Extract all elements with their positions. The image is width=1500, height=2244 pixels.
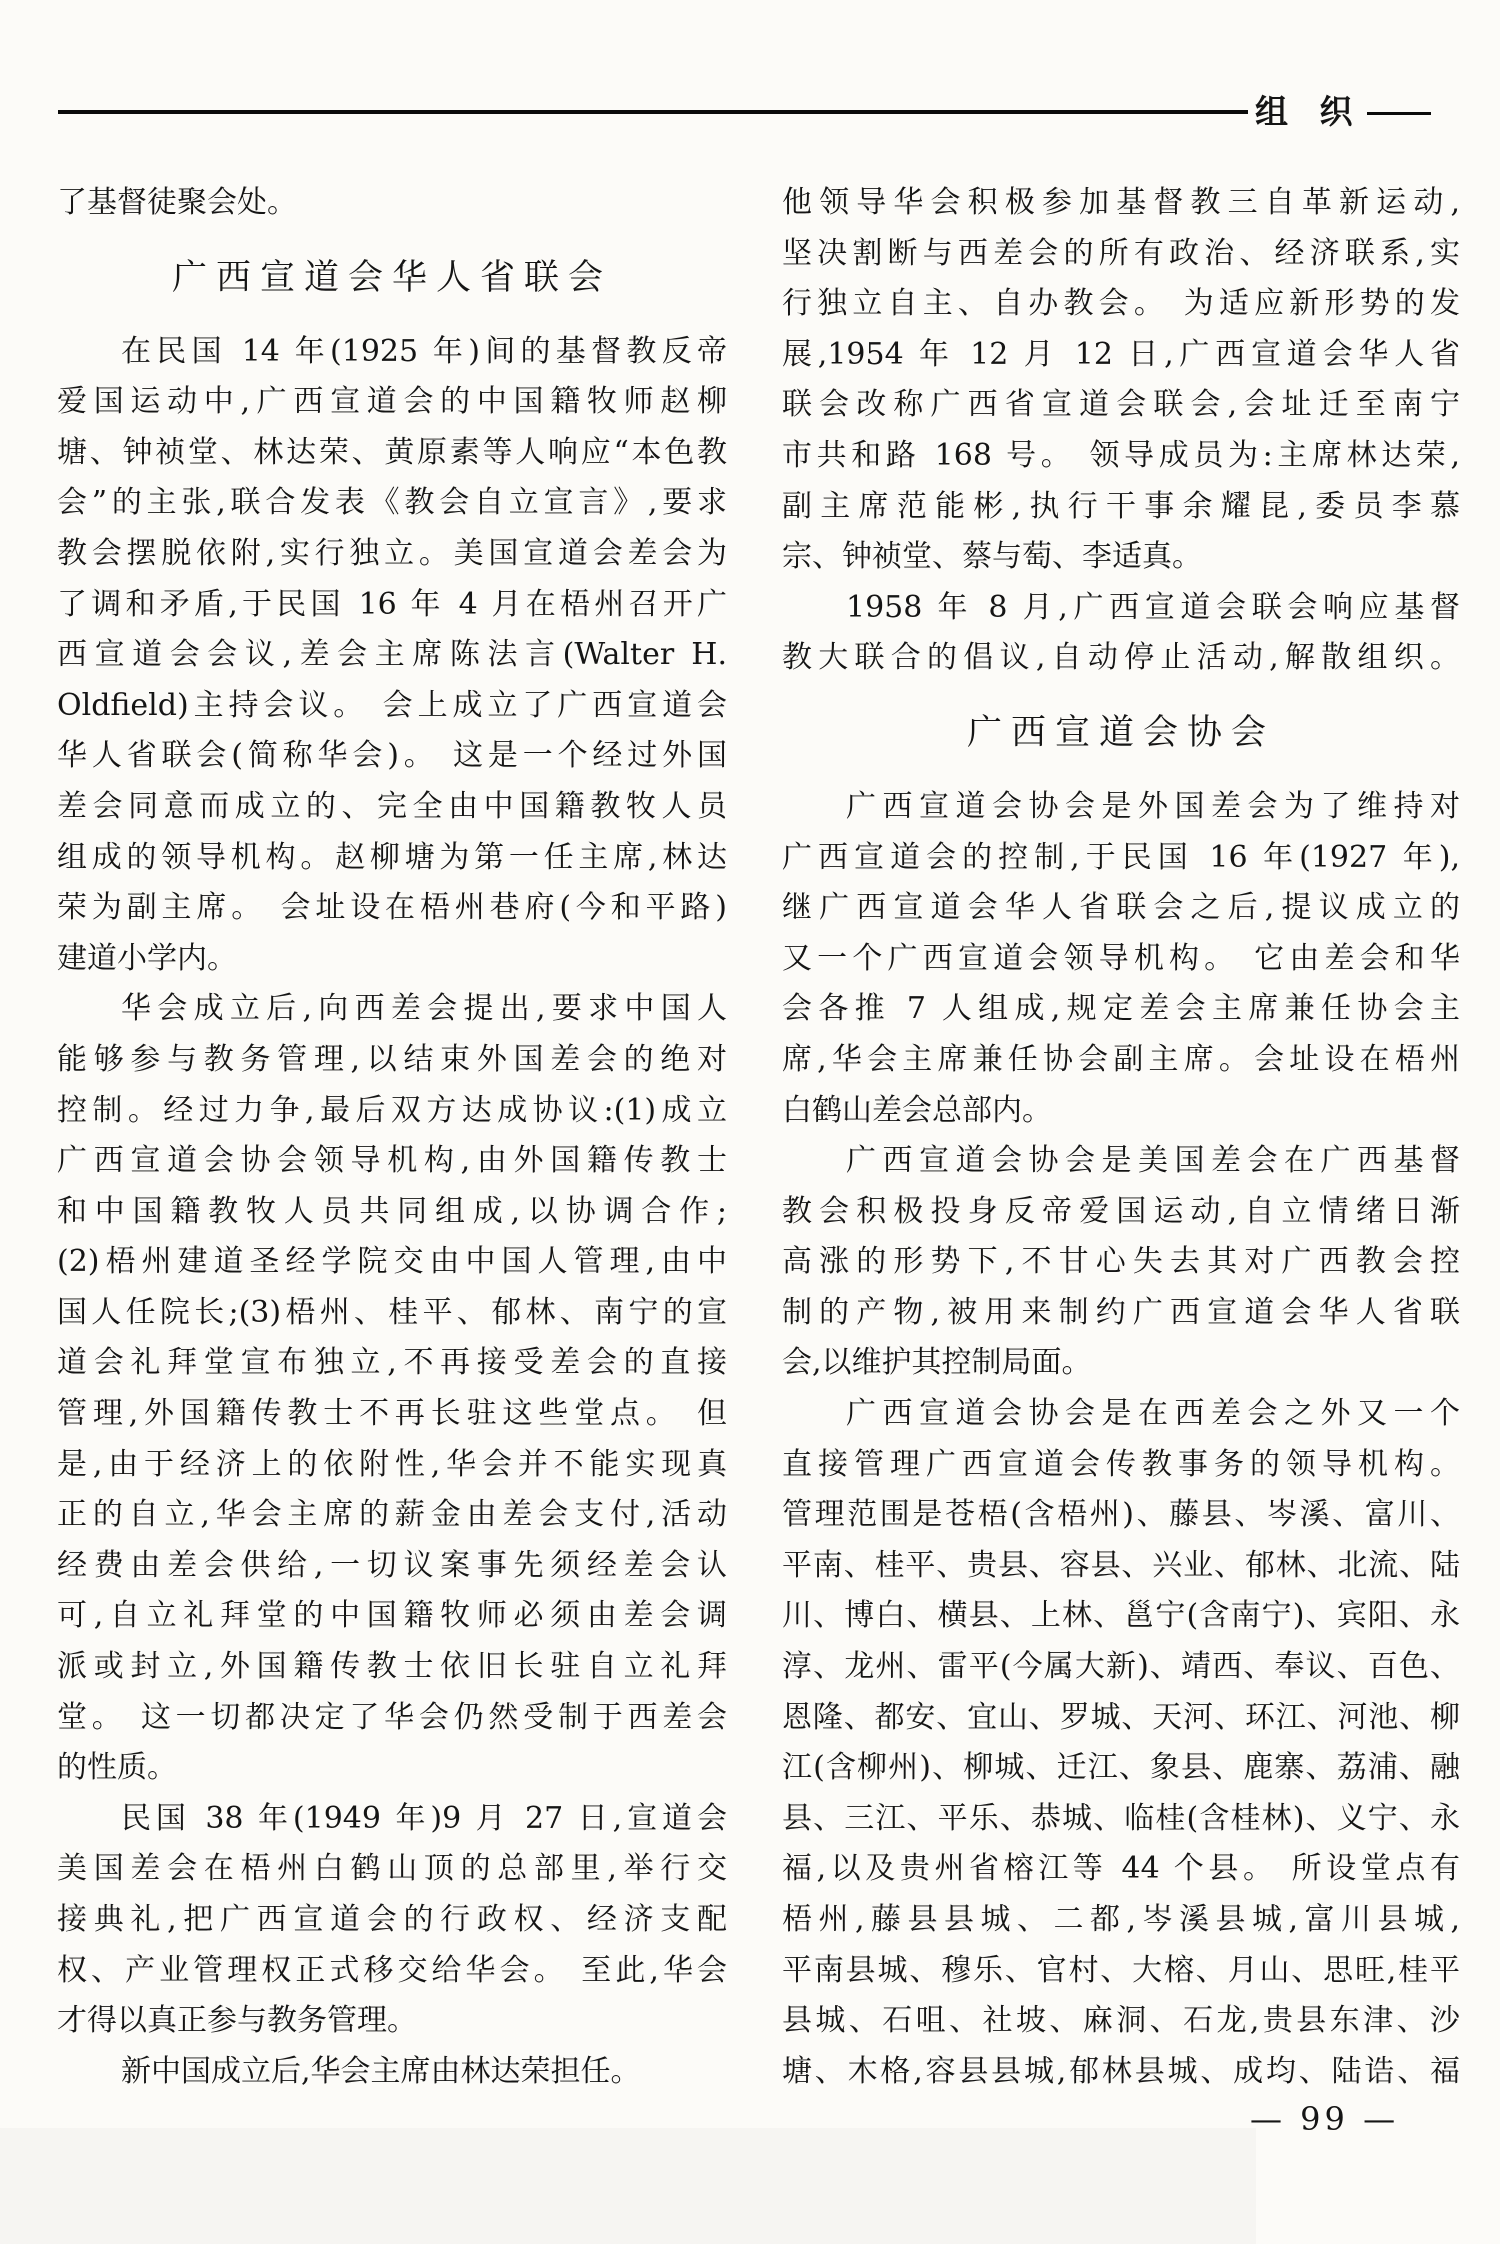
text-line: 教会积极投身反帝爱国运动,自立情绪日渐 — [782, 1193, 1460, 1229]
section-heading: 广西宣道会华人省联会 — [171, 257, 612, 298]
text-line: 了基督徒聚会处。 — [57, 185, 297, 220]
text-line: 道会礼拜堂宣布独立,不再接受差会的直接 — [57, 1345, 727, 1381]
text-line: 席,华会主席兼任协会副主席。会址设在梧州 — [782, 1041, 1460, 1077]
text-line: 1958 年 8 月,广西宣道会联会响应基督 — [846, 589, 1460, 625]
text-line: 塘、钟祯堂、林达荣、黄原素等人响应“本色教 — [57, 434, 727, 470]
text-line: 正的自立,华会主席的薪金由差会支付,活动 — [57, 1497, 727, 1533]
text-line: 接典礼,把广西宣道会的行政权、经济支配 — [57, 1902, 727, 1937]
text-line: 恩隆、都安、宜山、罗城、天河、环江、河池、柳 — [782, 1699, 1460, 1735]
text-line: 广西宣道会协会领导机构,由外国籍传教士 — [57, 1143, 727, 1179]
text-line: 会,以维护其控制局面。 — [782, 1345, 1092, 1381]
text-line: 华会成立后,向西差会提出,要求中国人 — [121, 991, 727, 1027]
text-line: 坚决割断与西差会的所有政治、经济联系,实 — [782, 235, 1460, 271]
right-column — [782, 178, 1460, 2097]
text-line: 高涨的形势下,不甘心失去其对广西教会控 — [782, 1244, 1460, 1280]
text-line: 展,1954 年 12 月 12 日,广西宣道会华人省 — [782, 336, 1460, 372]
text-line: 西宣道会会议,差会主席陈法言(Walter H. — [57, 637, 727, 673]
text-line: 县城、石咀、社坡、麻洞、石龙,贵县东津、沙 — [782, 2003, 1460, 2039]
text-line: 会各推 7 人组成,规定差会主席兼任协会主 — [782, 991, 1460, 1027]
text-line: 差会同意而成立的、完全由中国籍教牧人员 — [57, 788, 727, 824]
text-line: 华人省联会(简称华会)。 这是一个经过外国 — [57, 738, 727, 774]
text-line: 白鹤山差会总部内。 — [782, 1092, 1052, 1128]
text-line: 江(含柳州)、柳城、迁江、象县、鹿寨、荔浦、融 — [782, 1750, 1460, 1786]
text-line: 福,以及贵州省榕江等 44 个县。 所设堂点有 — [782, 1851, 1460, 1887]
text-line: 淳、龙州、雷平(今属大新)、靖西、奉议、百色、 — [782, 1649, 1460, 1685]
text-line: 才得以真正参与教务管理。 — [57, 2003, 417, 2039]
left-column — [57, 178, 727, 2097]
text-line: 广西宣道会的控制,于民国 16 年(1927 年), — [782, 839, 1460, 875]
text-line: 广西宣道会协会是在西差会之外又一个 — [846, 1396, 1460, 1432]
text-line: 在民国 14 年(1925 年)间的基督教反帝 — [121, 333, 727, 369]
text-line: 教大联合的倡议,自动停止活动,解散组织。 — [782, 640, 1460, 676]
text-line: 广西宣道会协会是外国差会为了维持对 — [846, 788, 1460, 824]
text-line: 派或封立,外国籍传教士依旧长驻自立礼拜 — [57, 1649, 727, 1685]
text-line: 组成的领导机构。赵柳塘为第一任主席,林达 — [57, 839, 727, 875]
header-rule-short — [1367, 112, 1431, 115]
text-line: 堂。 这一切都决定了华会仍然受制于西差会 — [57, 1699, 727, 1735]
text-line: 川、博白、横县、上林、邕宁(含南宁)、宾阳、永 — [782, 1598, 1460, 1634]
text-line: 荣为副主席。 会址设在梧州巷府(今和平路) — [57, 890, 727, 926]
text-line: 塘、木格,容县县城,郁林县城、成均、陆诰、福 — [782, 2053, 1460, 2089]
text-line: 建道小学内。 — [57, 940, 237, 976]
text-line: Oldfield)主持会议。 会上成立了广西宣道会 — [57, 687, 727, 723]
text-line: 宗、钟祯堂、蔡与萄、李适真。 — [782, 539, 1202, 575]
text-line: 教会摆脱依附,实行独立。美国宣道会差会为 — [57, 535, 727, 571]
text-line: 新中国成立后,华会主席由林达荣担任。 — [121, 2053, 641, 2089]
text-line: 爱国运动中,广西宣道会的中国籍牧师赵柳 — [57, 384, 727, 420]
text-line: 制的产物,被用来制约广西宣道会华人省联 — [782, 1294, 1460, 1330]
text-line: 市共和路 168 号。 领导成员为:主席林达荣, — [782, 437, 1460, 473]
text-line: 管理范围是苍梧(含梧州)、藤县、岑溪、富川、 — [782, 1497, 1460, 1533]
text-line: 联会改称广西省宣道会联会,会址迁至南宁 — [782, 387, 1460, 423]
text-line: 直接管理广西宣道会传教事务的领导机构。 — [782, 1446, 1460, 1482]
text-line: 会”的主张,联合发表《教会自立宣言》,要求 — [57, 485, 727, 521]
scan-artifact — [0, 2128, 1256, 2244]
text-line: 控制。经过力争,最后双方达成协议:(1)成立 — [57, 1092, 727, 1128]
text-line: 民国 38 年(1949 年)9 月 27 日,宣道会 — [121, 1800, 727, 1836]
running-head-title: 组 织 — [1255, 92, 1354, 131]
text-line: 又一个广西宣道会领导机构。 它由差会和华 — [782, 940, 1460, 976]
text-line: 国人任院长;(3)梧州、桂平、郁林、南宁的宣 — [57, 1294, 727, 1330]
text-line: 了调和矛盾,于民国 16 年 4 月在梧州召开广 — [57, 586, 727, 622]
text-line: 平南、桂平、贵县、容县、兴业、郁林、北流、陆 — [782, 1547, 1460, 1583]
text-line: 权、产业管理权正式移交给华会。 至此,华会 — [57, 1952, 727, 1988]
text-line: (2)梧州建道圣经学院交由中国人管理,由中 — [57, 1244, 727, 1280]
text-line: 平南县城、穆乐、官村、大榕、月山、思旺,桂平 — [782, 1952, 1460, 1988]
text-line: 是,由于经济上的依附性,华会并不能实现真 — [57, 1446, 727, 1482]
text-line: 能够参与教务管理,以结束外国差会的绝对 — [57, 1041, 727, 1077]
text-line: 和中国籍教牧人员共同组成,以协调合作; — [57, 1193, 727, 1229]
text-line: 管理,外国籍传教士不再长驻这些堂点。 但 — [57, 1396, 727, 1432]
text-line: 县、三江、平乐、恭城、临桂(含桂林)、义宁、永 — [782, 1800, 1460, 1836]
text-line: 经费由差会供给,一切议案事先须经差会认 — [57, 1547, 727, 1583]
text-line: 广西宣道会协会是美国差会在广西基督 — [846, 1143, 1460, 1179]
text-line: 继广西宣道会华人省联会之后,提议成立的 — [782, 890, 1460, 926]
text-line: 美国差会在梧州白鹤山顶的总部里,举行交 — [57, 1851, 727, 1887]
text-line: 副主席范能彬,执行干事余耀昆,委员李慕 — [782, 488, 1460, 524]
text-line: 行独立自主、自办教会。 为适应新形势的发 — [782, 286, 1460, 322]
text-line: 的性质。 — [57, 1750, 177, 1786]
section-heading: 广西宣道会协会 — [966, 712, 1275, 753]
text-line: 梧州,藤县县城、二都,岑溪县城,富川县城, — [782, 1902, 1460, 1937]
text-line: 他领导华会积极参加基督教三自革新运动, — [782, 185, 1460, 220]
header-rule-long — [58, 110, 1248, 114]
page-number: — 99 — — [1250, 2100, 1400, 2138]
text-line: 可,自立礼拜堂的中国籍牧师必须由差会调 — [57, 1598, 727, 1634]
